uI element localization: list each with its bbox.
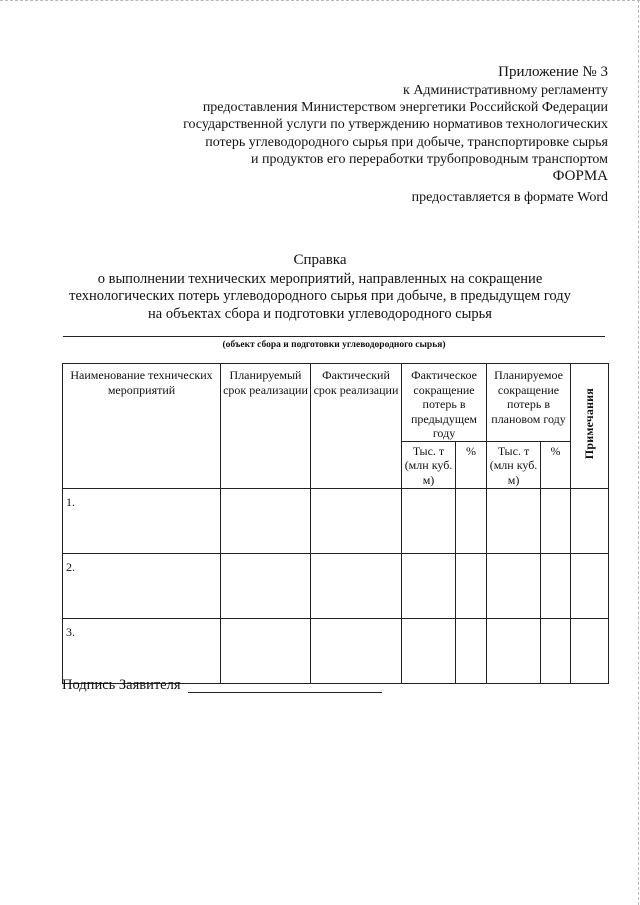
- table-cell[interactable]: [456, 488, 487, 553]
- header-actual-term: Фактический срок реализации: [311, 364, 402, 489]
- table-cell[interactable]: [487, 618, 541, 683]
- table-cell[interactable]: [487, 488, 541, 553]
- table-cell[interactable]: [541, 553, 571, 618]
- header-measures: Наименование технических мероприятий: [63, 364, 221, 489]
- header-planned-reduction: Планируемое сокращение потерь в плановом году: [487, 364, 571, 442]
- signature-label: Подпись Заявителя: [62, 677, 181, 693]
- table-cell[interactable]: [541, 618, 571, 683]
- table-cell[interactable]: [221, 618, 311, 683]
- subheader-percent: %: [456, 441, 487, 488]
- header-planned-term: Планируемый срок реализации: [221, 364, 311, 489]
- table-cell[interactable]: [221, 553, 311, 618]
- table-cell[interactable]: [311, 618, 402, 683]
- signature-line[interactable]: [188, 692, 382, 693]
- row-number[interactable]: 2.: [63, 553, 221, 618]
- title-line: о выполнении технических мероприятий, направленных на сокращение: [97, 270, 543, 287]
- subheader-unit: Тыс. т (млн куб. м): [487, 441, 541, 488]
- object-name-field[interactable]: [63, 336, 605, 337]
- table-cell[interactable]: [311, 553, 402, 618]
- table-cell[interactable]: [541, 488, 571, 553]
- table-cell[interactable]: [456, 553, 487, 618]
- title-heading: Справка: [293, 252, 347, 268]
- format-note: предоставляется в формате Word: [411, 190, 608, 206]
- header-actual-reduction: Фактическое сокращение потерь в предыдущем году: [402, 364, 487, 442]
- table-cell[interactable]: [402, 488, 456, 553]
- annex-number: Приложение № 3: [498, 64, 608, 80]
- table-cell[interactable]: [311, 488, 402, 553]
- table-cell[interactable]: [402, 618, 456, 683]
- row-number[interactable]: 1.: [63, 488, 221, 553]
- subheader-unit: Тыс. т (млн куб. м): [402, 441, 456, 488]
- table-row: [63, 618, 609, 683]
- subheader-percent: %: [541, 441, 571, 488]
- annex-line: к Административному регламенту: [403, 83, 608, 98]
- table-cell[interactable]: [456, 618, 487, 683]
- title-line: технологических потерь углеводородного сырья при добыче, в предыдущем году: [69, 288, 571, 305]
- annex-line: потерь углеводородного сырья при добыче, транспортировке сырья: [205, 134, 608, 150]
- annex-line: предоставления Министерством энергетики Российской Федерации: [202, 100, 608, 116]
- measures-table: [62, 363, 609, 684]
- object-caption: (объект сбора и подготовки углеводородного сырья): [222, 340, 446, 350]
- annex-line: и продуктов его переработки трубопроводным транспортом: [250, 151, 608, 167]
- header-notes-cell: [571, 364, 609, 489]
- page-edge-right: [638, 0, 639, 905]
- annex-line: государственной услуги по утверждению нормативов технологических: [183, 117, 608, 133]
- page-edge-top: [0, 0, 640, 1]
- table-cell[interactable]: [402, 553, 456, 618]
- title-line: на объектах сбора и подготовки углеводородного сырья: [148, 305, 492, 322]
- document-title: [40, 252, 600, 323]
- table-row: [63, 488, 609, 553]
- table-cell[interactable]: [487, 553, 541, 618]
- annex-header: [88, 62, 608, 206]
- table-cell[interactable]: [571, 553, 609, 618]
- header-notes: Примечания: [582, 388, 597, 460]
- table-cell[interactable]: [571, 488, 609, 553]
- form-label: ФОРМА: [552, 168, 608, 185]
- table-cell[interactable]: [221, 488, 311, 553]
- table-cell[interactable]: [571, 618, 609, 683]
- row-number[interactable]: 3.: [63, 618, 221, 683]
- table-row: [63, 553, 609, 618]
